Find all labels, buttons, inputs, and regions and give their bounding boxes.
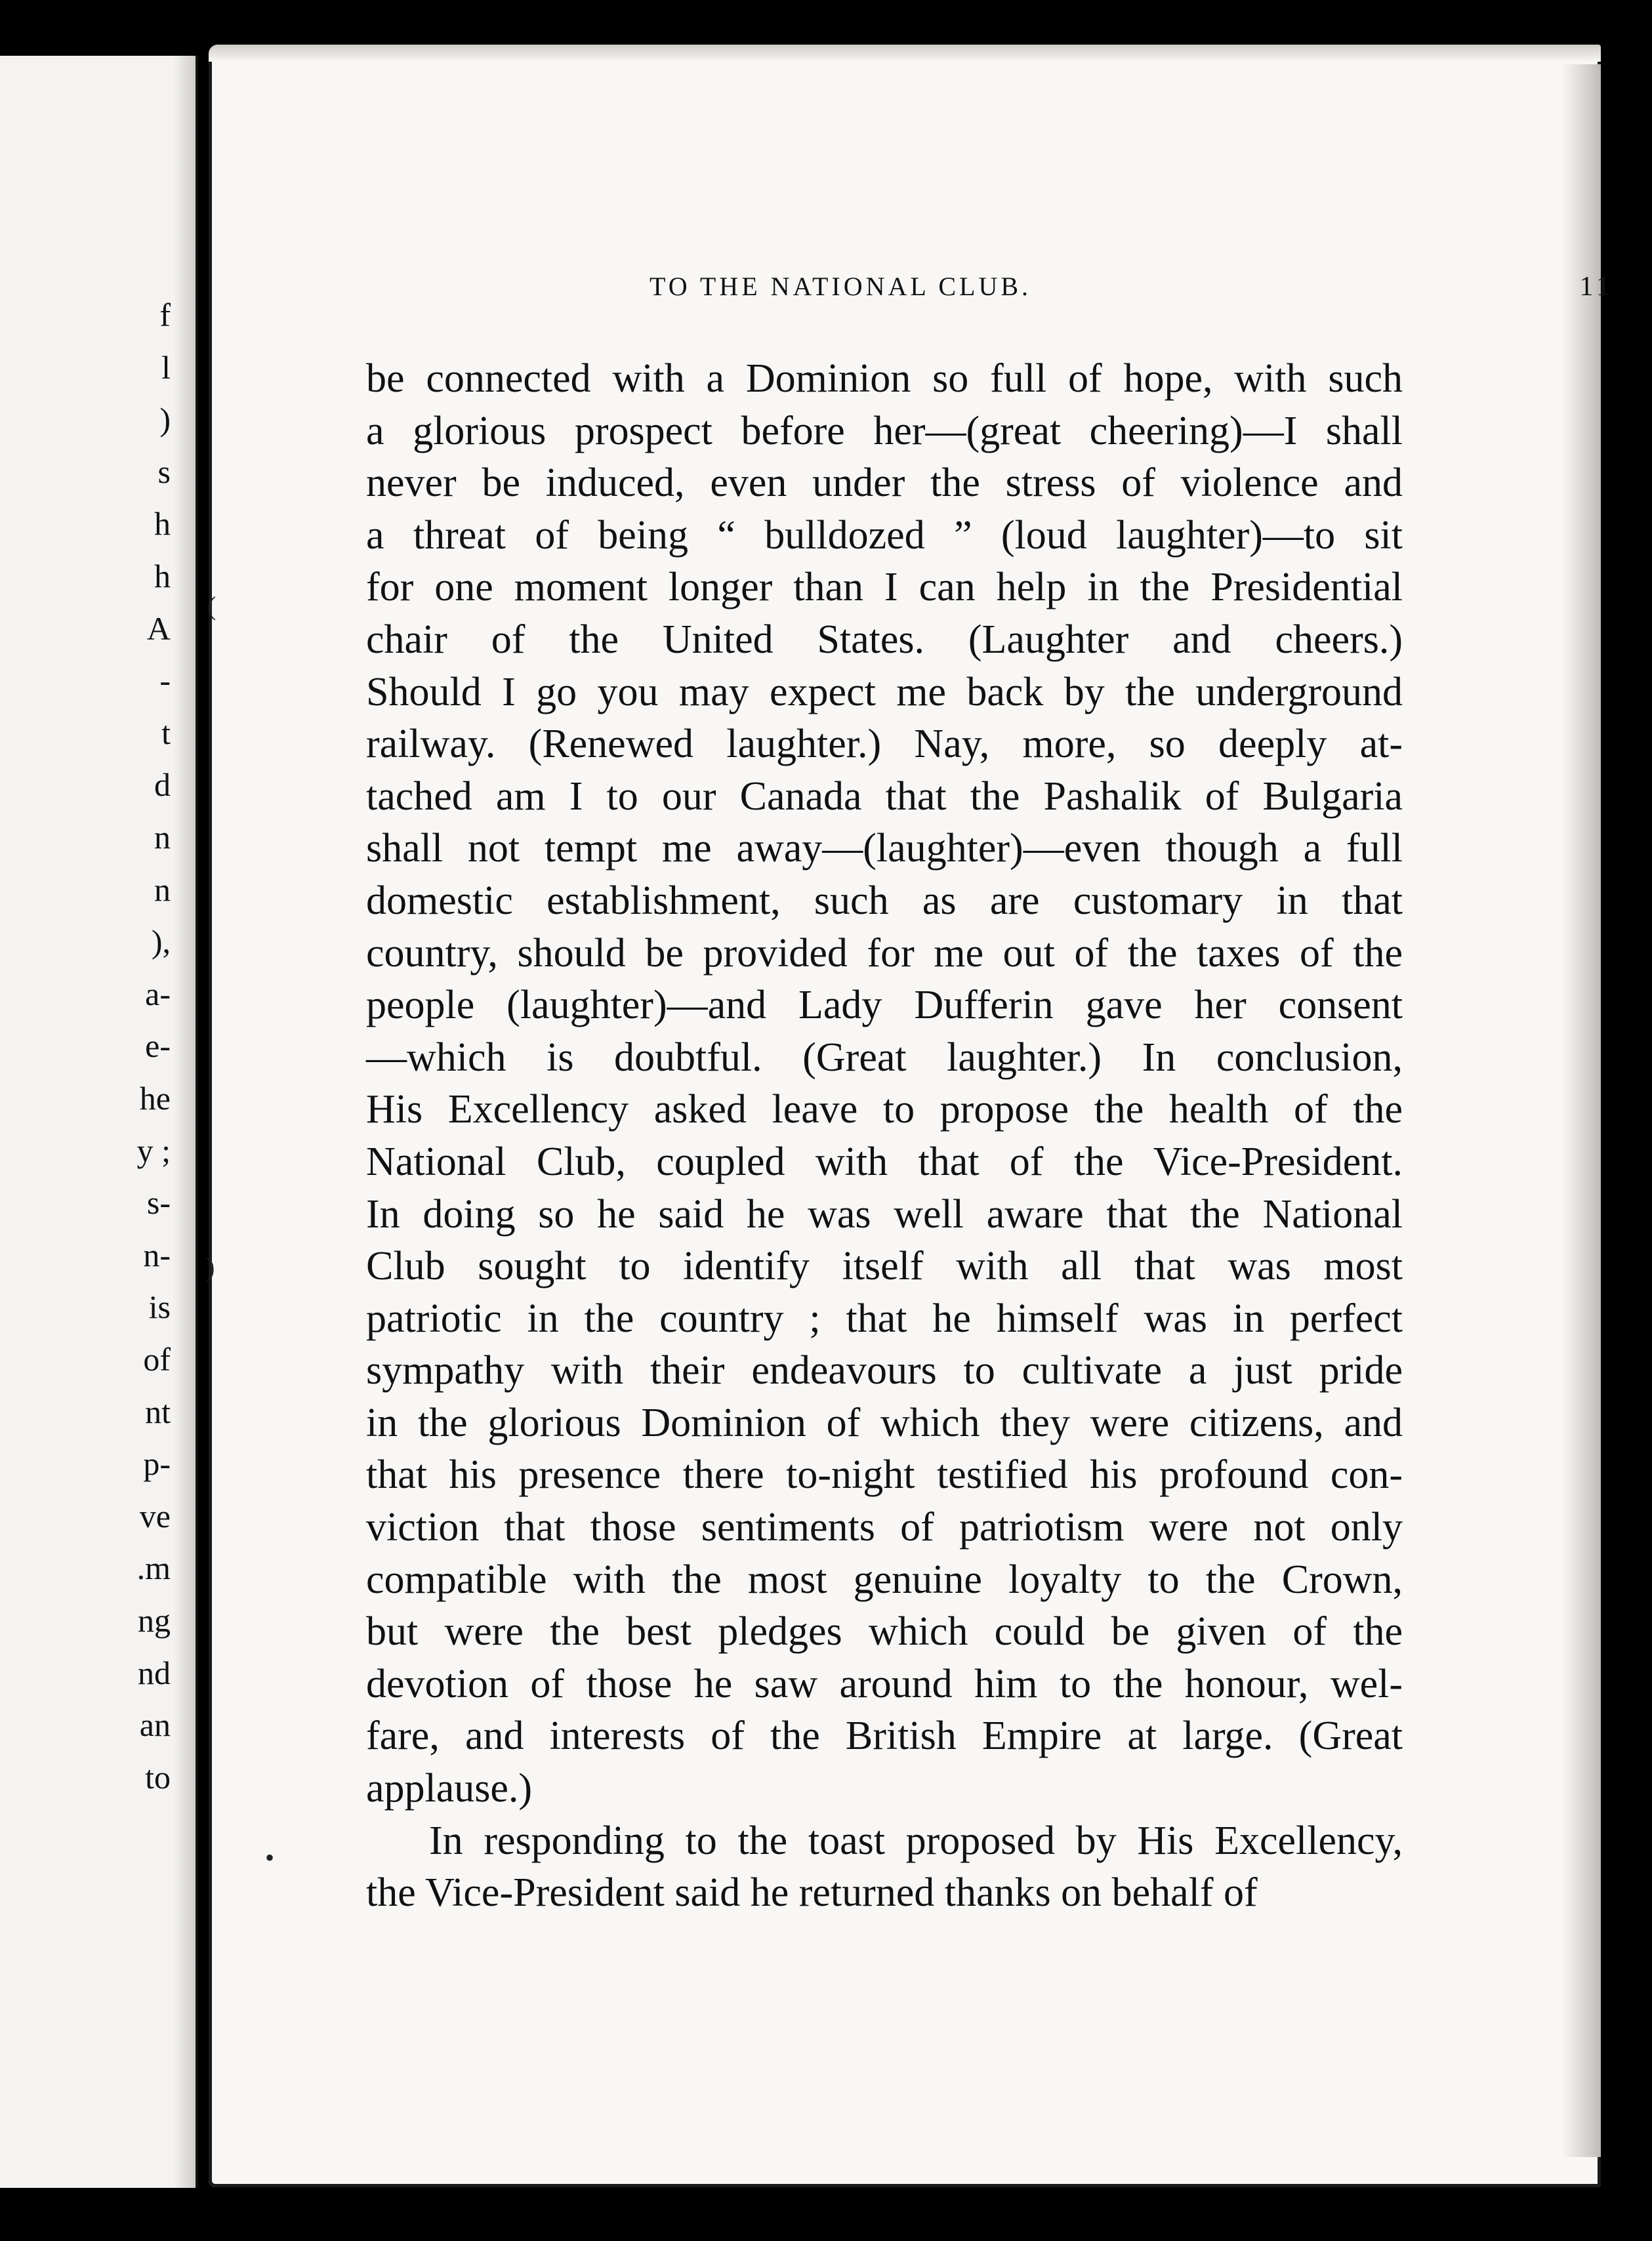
page-number: 11: [1579, 272, 1614, 302]
facing-page-fragment: f: [159, 297, 171, 333]
facing-page-fragment: s: [157, 453, 171, 490]
text-line: the Vice-President said he returned thanks on behalf of: [366, 1870, 1258, 1916]
facing-page-fragment: an: [139, 1706, 171, 1744]
text-line: be connected with a Dominion so full of hope, with such: [366, 356, 1403, 401]
text-line: people (laughter)—and Lady Dufferin gave her consent: [366, 983, 1403, 1028]
text-line: never be induced, even under the stress of violence and: [366, 461, 1403, 506]
text-line: chair of the United States. (Laughter and cheers.): [366, 617, 1403, 662]
running-head-title: TO THE NATIONAL CLUB.: [650, 272, 1032, 301]
text-line: applause.): [366, 1766, 533, 1811]
text-line: in the glorious Dominion of which they were citizens, and: [366, 1400, 1403, 1445]
facing-page-fragment: n-: [143, 1236, 171, 1273]
facing-page-fragment: l: [161, 348, 171, 386]
facing-page-fragment: ): [159, 401, 171, 438]
text-line: domestic establishment, such as are customary in that: [366, 878, 1403, 923]
facing-page-fragment: d: [154, 766, 171, 804]
facing-page-fragment: a-: [145, 975, 171, 1012]
text-line: —which is doubtful. (Great laughter.) In conclusion,: [366, 1035, 1403, 1080]
facing-page-fragment: n: [154, 871, 171, 908]
facing-page-fragment: he: [139, 1080, 171, 1117]
text-line: Should I go you may expect me back by the underground: [366, 669, 1403, 714]
text-line: devotion of those he saw around him to the honour, wel-: [366, 1661, 1403, 1706]
facing-page-fragment: ng: [138, 1602, 171, 1639]
margin-dot: •: [265, 1843, 275, 1872]
facing-page-fragment: A: [146, 609, 171, 647]
facing-page-fragment: nt: [145, 1393, 171, 1430]
facing-page-fragment: p-: [143, 1445, 171, 1483]
text-line: patriotic in the country ; that he himself was in perfect: [366, 1296, 1403, 1341]
text-line: for one moment longer than I can help in the Presidential: [366, 565, 1403, 610]
text-line: compatible with the most genuine loyalty to the Crown,: [366, 1557, 1403, 1602]
facing-page-fragment: s-: [146, 1184, 171, 1222]
facing-page-fragment: of: [143, 1341, 171, 1378]
running-head: [650, 271, 1614, 302]
body-text: [366, 353, 1403, 1920]
text-line: In responding to the toast proposed by His Excellency,: [429, 1818, 1403, 1863]
text-line: Club sought to identify itself with all that was most: [366, 1244, 1403, 1289]
facing-page: [0, 56, 198, 2188]
facing-page-fragment: y ;: [136, 1132, 171, 1169]
page-fore-edge: [1561, 64, 1601, 2157]
text-line: His Excellency asked leave to propose the health of the: [366, 1087, 1403, 1132]
text-line: that his presence there to-night testified his profound con-: [366, 1452, 1403, 1498]
page-top-edge: [209, 45, 1601, 62]
facing-page-fragment: e-: [145, 1027, 171, 1065]
facing-page-fragment: ),: [151, 923, 171, 960]
facing-page-fragment: to: [145, 1758, 171, 1796]
text-line: In doing so he said he was well aware that the National: [366, 1191, 1403, 1237]
facing-page-fragment: -: [159, 662, 171, 699]
text-line: country, should be provided for me out of the taxes of the: [366, 930, 1403, 976]
facing-page-fragment: t: [161, 714, 171, 751]
facing-page-fragment: .m: [136, 1550, 171, 1587]
text-line: National Club, coupled with that of the Vice-President.: [366, 1139, 1403, 1184]
margin-mark: ): [206, 1252, 215, 1282]
margin-mark: (: [207, 591, 217, 621]
gutter-shadow: [173, 56, 196, 2188]
text-line: fare, and interests of the British Empire at large. (Great: [366, 1714, 1403, 1759]
text-line: but were the best pledges which could be given of the: [366, 1609, 1403, 1655]
facing-page-fragment: nd: [138, 1654, 171, 1691]
text-line: sympathy with their endeavours to cultivate a just pride: [366, 1348, 1403, 1393]
facing-page-fragment: ve: [139, 1497, 171, 1534]
facing-page-fragment: n: [154, 819, 171, 855]
text-line: tached am I to our Canada that the Pashalik of Bulgaria: [366, 773, 1403, 819]
text-line: shall not tempt me away—(laughter)—even though a full: [366, 826, 1403, 871]
facing-page-fragment: h: [154, 505, 171, 543]
facing-page-fragment: h: [154, 558, 171, 594]
facing-page-fragment: is: [148, 1288, 171, 1326]
text-line: a glorious prospect before her—(great cheering)—I shall: [366, 408, 1403, 453]
book-page: [206, 45, 1614, 2187]
text-line: a threat of being “ bulldozed ” (loud laughter)—to sit: [366, 512, 1403, 558]
text-line: viction that those sentiments of patriotism were not only: [366, 1505, 1403, 1550]
text-line: railway. (Renewed laughter.) Nay, more, so deeply at-: [366, 722, 1403, 767]
